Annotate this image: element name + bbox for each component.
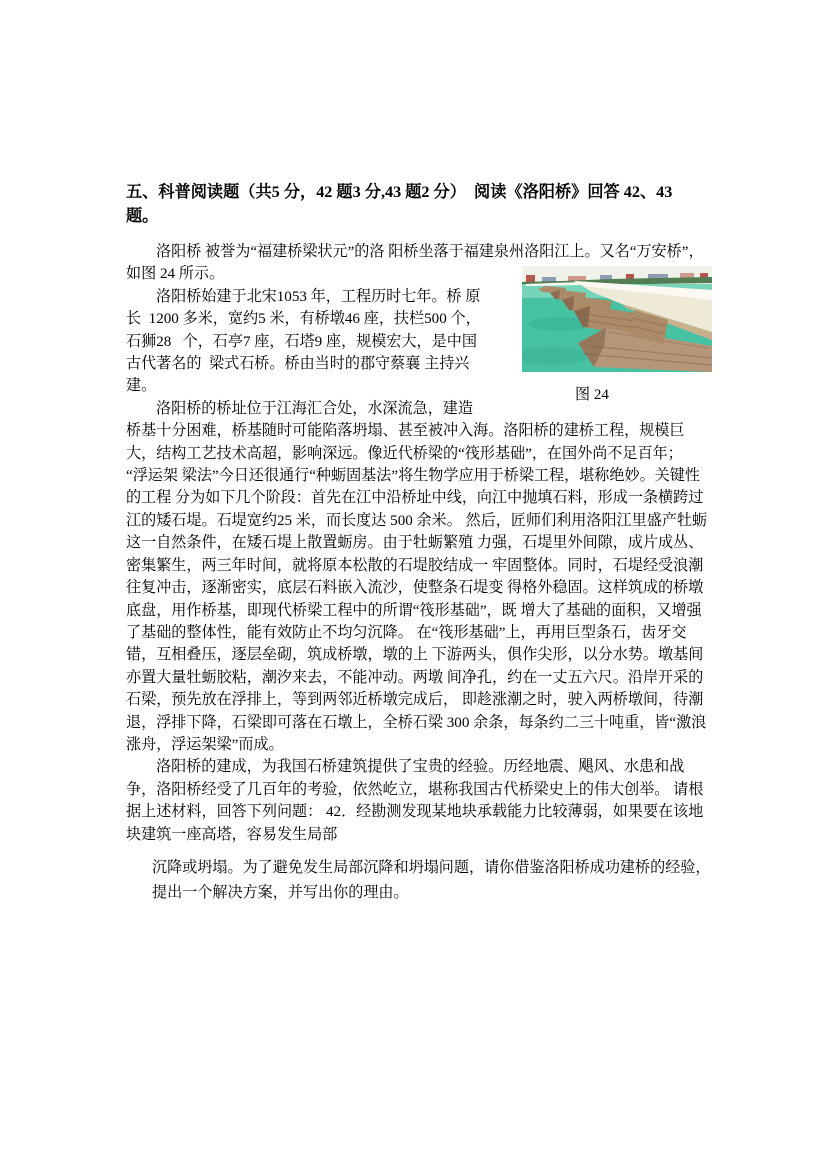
bridge-figure (522, 266, 712, 406)
bridge-photo-illustration (522, 266, 712, 372)
document-content (126, 180, 712, 906)
section-title: 五、科普阅读题（共5 分，42 题3 分,43 题2 分） 阅读《洛阳桥》回答 42、43 题。 (126, 183, 681, 225)
paragraph-intro: 洛阳桥 被誉为“福建桥梁状元”的洛 阳桥坐落于福建泉州洛阳江上。又名“万安桥”， 如图 24 所示。 (126, 244, 708, 283)
paragraph-history: 洛阳桥始建于北宋1053 年，工程历时七年。桥 原长 1200 多米，宽约5 米，有桥墩46 座，扶栏500 个，石狮28 个，石亭7 座，石塔9 座，规模宏大，是中国古代著名的 梁式石桥。桥由当时的郡守蔡襄 主持兴建。 (126, 288, 481, 395)
paragraph-construction: 洛阳桥的桥址位于江海汇合处，水深流急，建造桥基十分困难，桥基随时可能陷落坍塌、甚至被冲入海。洛阳桥的建桥工程，规模巨大，结构工艺技术高超，影响深远。像近代桥梁的“筏形基础”，在国外尚不足百年； “浮运架 梁法”今日还很通行“种蛎固基法”将生物学应用于桥梁工程，堪称绝妙。关键性的工程 分为如下几个阶段：首先在江中沿桥址中线，向江中抛填石料，形成一条横跨过江的矮石堤。石堤宽约25 米，而长度达 500 余米。 然后，匠师们利用洛阳江里盛产牡蛎这一自然条件，在矮石堤上散置蛎房。由于牡蛎繁殖 力强，石堤里外间隙，成片成丛、密集繁生，两三年时间，就将原本松散的石堤胶结成一 牢固整体。同时，石堤经受浪潮往复冲击，逐渐密实，底层石料嵌入流沙，使整条石堤变 得格外稳固。这样筑成的桥墩底盘，用作桥基，即现代桥梁工程中的所谓“筏形基础”，既 增大了基础的面积，又增强了基础的整体性，能有效防止不均匀沉降。 在“筏形基础”上，再用巨型条石，齿牙交错，互相叠压，逐层垒砌，筑成桥墩，墩的上 下游两头，俱作尖形，以分水势。墩基间亦置大量牡蛎胶粘，潮汐来去，不能冲动。两墩 间净孔，约在一丈五六尺。沿岸开采的石梁，预先放在浮排上，等到两邻近桥墩完成后， 即趁涨潮之时，驶入两桥墩间，待潮退，浮排下降，石梁即可落在石墩上，全桥石梁 300 余条，每条约二三十吨重，皆“激浪涨舟，浮运架梁”而成。 (126, 400, 708, 753)
paragraph-question-continuation: 沉降或坍塌。为了避免发生局部沉降和坍塌问题，请你借鉴洛阳桥成功建桥的经验，提出一个解决方案，并写出你的理由。 (152, 859, 711, 901)
bridge-photo (522, 266, 712, 372)
paragraph-question-42: 洛阳桥的建成，为我国石桥建筑提供了宝贵的经验。历经地震、飓风、水患和战争，洛阳桥经受了几百年的考验，依然屹立，堪称我国古代桥梁史上的伟大创举。 请根据上述材料，回答下列问题： 42．经勘测发现某地块承载能力比较薄弱，如果要在该地块建筑一座高塔，容易发生局部 (126, 759, 704, 843)
figure-caption: 图 24 (575, 386, 609, 403)
